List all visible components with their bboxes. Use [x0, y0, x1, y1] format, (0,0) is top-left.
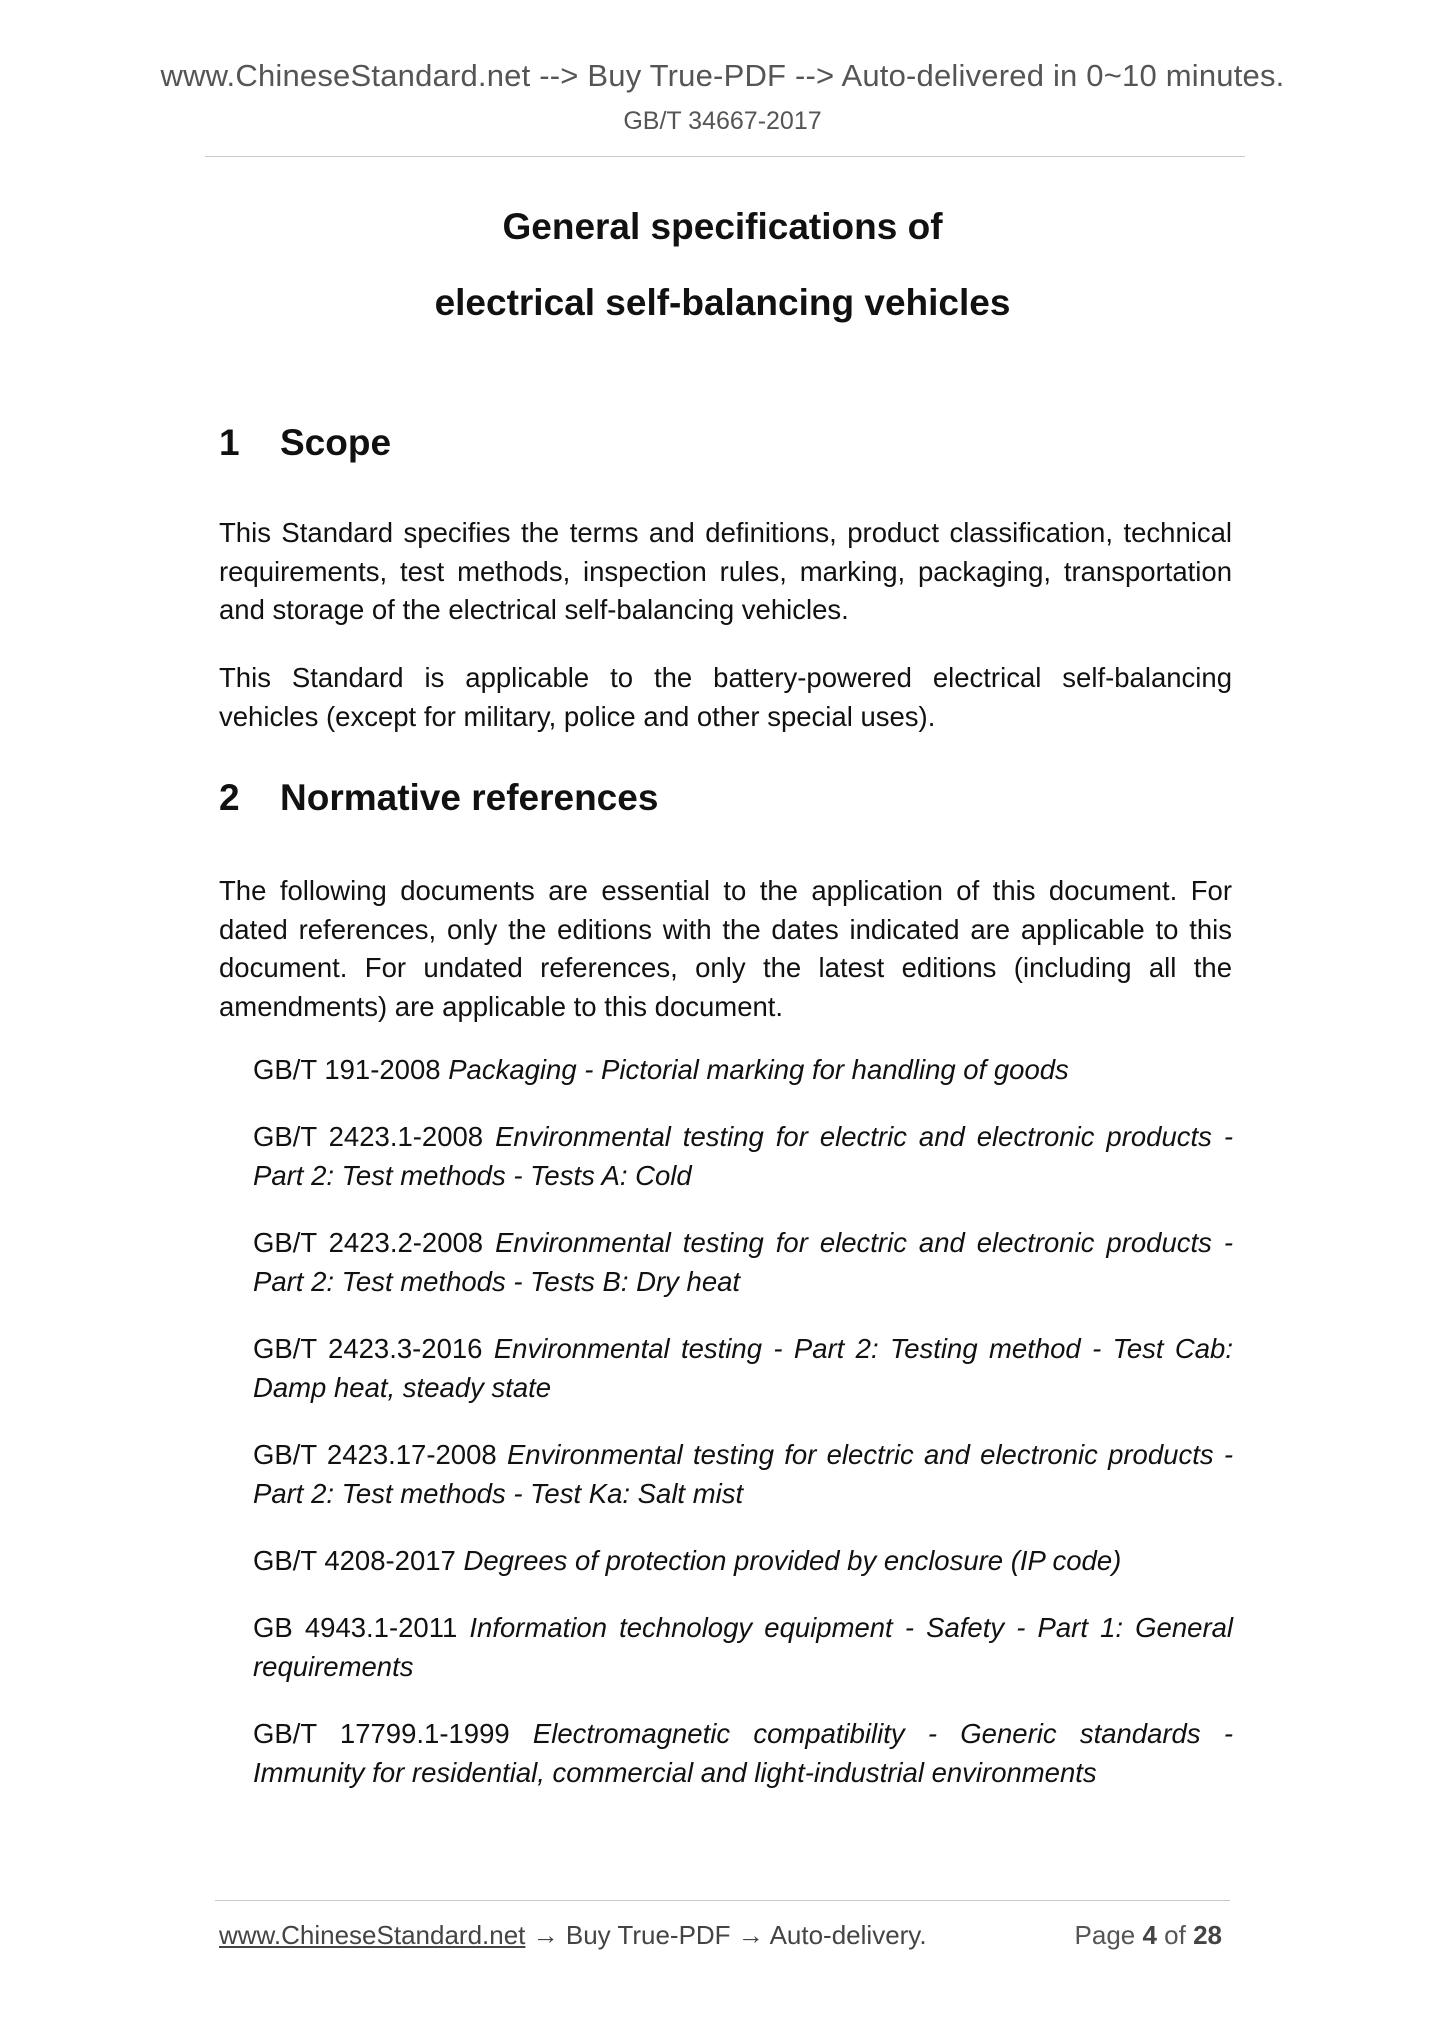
document-title-line1: General specifications of [502, 206, 943, 247]
reference-item [253, 1224, 1233, 1301]
reference-item [253, 1118, 1233, 1195]
reference-code: GB/T 2423.1-2008 [253, 1121, 484, 1152]
standard-number: GB/T 34667-2017 [623, 107, 822, 135]
reference-title: Electromagnetic compatibility - Generic standards - Immunity for residential, commercial and light-industrial environments [253, 1718, 1233, 1788]
reference-title: Degrees of protection provided by enclosure (IP code) [463, 1545, 1122, 1576]
page-indicator [1075, 1920, 1222, 1951]
reference-item [253, 1542, 1233, 1581]
page-of: of [1156, 1920, 1194, 1950]
footer-promo [219, 1920, 927, 1951]
section-number: 2 [219, 777, 240, 818]
reference-code: GB 4943.1-2011 [253, 1612, 458, 1643]
reference-code: GB/T 17799.1-1999 [253, 1718, 510, 1749]
reference-title: Environmental testing for electric and electronic products - Part 2: Test methods - Tests B: Dry heat [253, 1227, 1234, 1297]
normative-intro-paragraph: The following documents are essential to the application of this document. For dated references, only the editions with the dates indicated are applicable to this document. For undated references, only the latest editions (including all the amendments) are applicable to this document. [219, 875, 1232, 1022]
reference-title: Environmental testing for electric and electronic products - Part 2: Test methods - Tests A: Cold [253, 1121, 1234, 1191]
section-title: Scope [280, 422, 392, 463]
reference-code: GB/T 191-2008 [253, 1054, 441, 1085]
reference-item [253, 1051, 1233, 1090]
reference-code: GB/T 2423.3-2016 [253, 1333, 483, 1364]
header-banner: www.ChineseStandard.net --> Buy True-PDF --> Auto-delivered in 0~10 minutes. [160, 58, 1285, 93]
reference-item [253, 1436, 1233, 1513]
reference-title: Environmental testing - Part 2: Testing method - Test Cab: Damp heat, steady state [253, 1333, 1233, 1403]
reference-code: GB/T 2423.2-2008 [253, 1227, 484, 1258]
reference-title: Packaging - Pictorial marking for handling of goods [448, 1054, 1069, 1085]
page-total: 28 [1193, 1920, 1222, 1950]
reference-code: GB/T 2423.17-2008 [253, 1439, 497, 1470]
scope-paragraph-1: This Standard specifies the terms and definitions, product classification, technical requirements, test methods, inspection rules, marking, packaging, transportation and storage of the electrical self-balancing vehicles. [219, 517, 1232, 625]
header-divider [205, 156, 1245, 157]
reference-item [253, 1330, 1233, 1407]
footer-divider [215, 1900, 1230, 1901]
scope-paragraph-2: This Standard is applicable to the battery-powered electrical self-balancing vehicles (except for military, police and other special uses). [219, 662, 1232, 732]
reference-title: Environmental testing for electric and electronic products - Part 2: Test methods - Test Ka: Salt mist [253, 1439, 1233, 1509]
document-title-line2: electrical self-balancing vehicles [434, 282, 1011, 323]
reference-code: GB/T 4208-2017 [253, 1545, 456, 1576]
reference-title: Information technology equipment - Safety - Part 1: General requirements [253, 1612, 1234, 1682]
page-prefix: Page [1074, 1920, 1143, 1950]
section-2-heading [219, 777, 658, 819]
page-current: 4 [1142, 1920, 1157, 1950]
reference-item [253, 1715, 1233, 1792]
section-title: Normative references [280, 777, 659, 818]
reference-item [253, 1609, 1233, 1686]
footer-site-link[interactable]: www.ChineseStandard.net [219, 1920, 526, 1950]
section-1-heading [219, 422, 391, 464]
footer-promo-text: → Buy True-PDF → Auto-delivery. [525, 1920, 927, 1950]
section-number: 1 [219, 422, 240, 463]
